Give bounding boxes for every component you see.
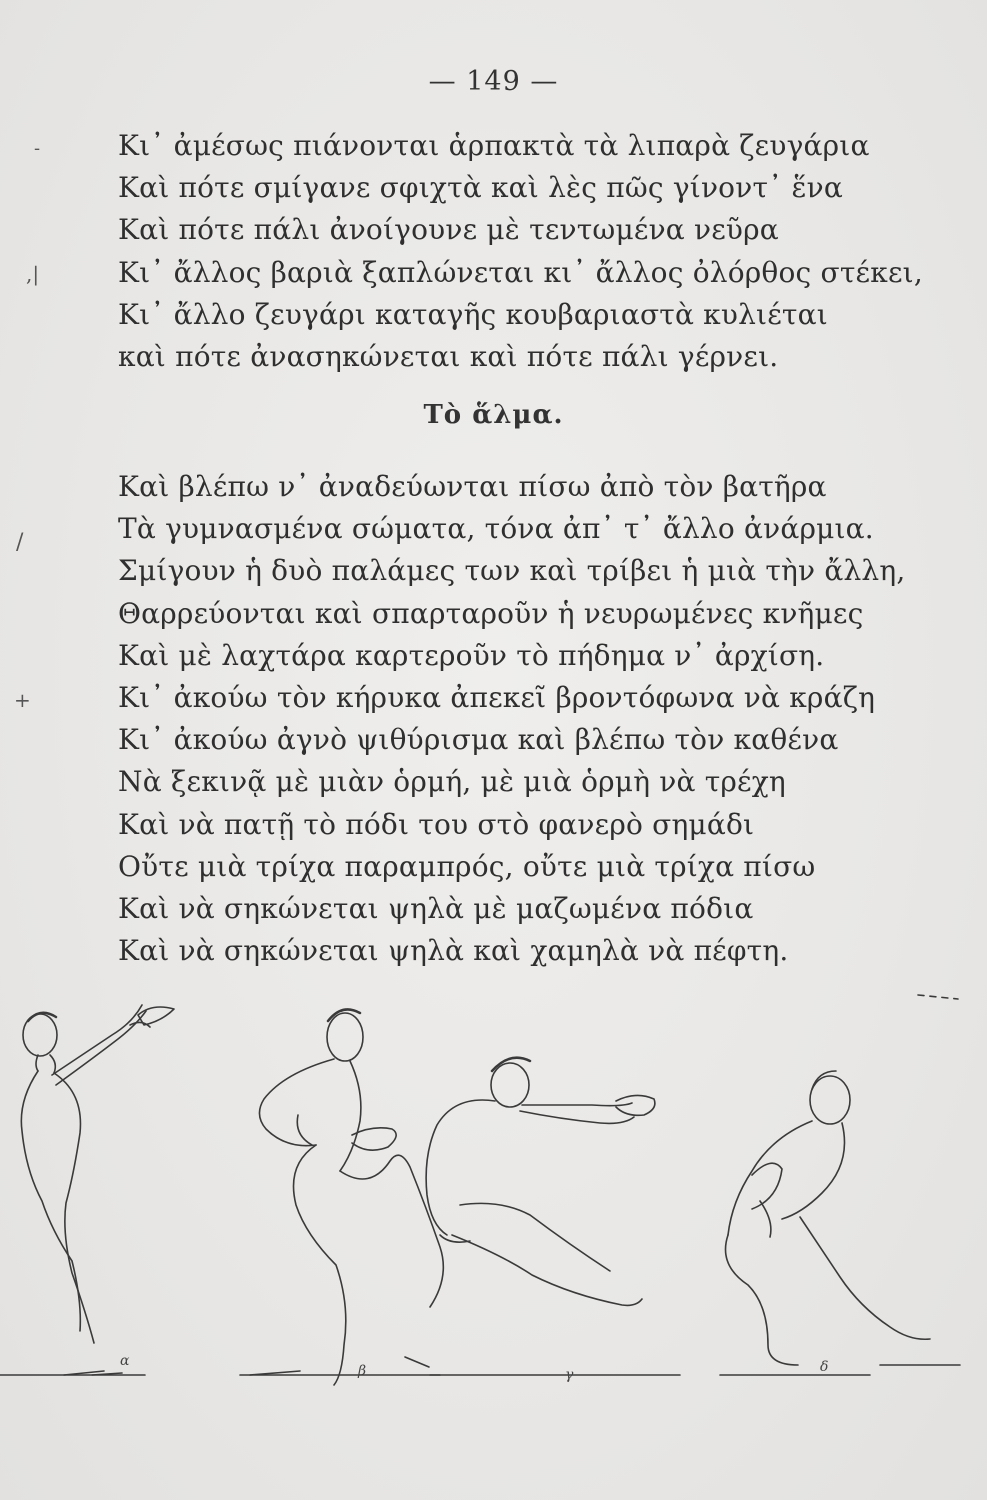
verse-line: Καὶ νὰ σηκώνεται ψηλὰ μὲ μαζωμένα πόδια — [118, 892, 754, 926]
verse-line: Τὰ γυμνασμένα σώματα, τόνα ἀπ᾽ τ᾽ ἄλλο ἀνάρμια. — [118, 512, 874, 546]
verse-line: Σμίγουν ἡ δυὸ παλάμες των καὶ τρίβει ἡ μιὰ τὴν ἄλλη, — [118, 554, 906, 588]
verse-line: Θαρρεύονται καὶ σπαρταροῦν ἡ νευρωμένες κνῆμες — [118, 596, 864, 630]
verse-line: Καὶ πότε πάλι ἀνοίγουνε μὲ τεντωμένα νεῦρα — [118, 213, 779, 247]
verse-line: Κι᾽ ἄλλος βαριὰ ξαπλώνεται κι᾽ ἄλλος ὀλόρθος στέκει, — [118, 255, 923, 289]
page-number: — 149 — — [428, 66, 559, 97]
figure-delta-jumper — [720, 995, 960, 1375]
margin-mark-slash: / — [16, 530, 24, 555]
margin-mark-cross: + — [14, 688, 31, 712]
section-title: Τὸ ἅλμα. — [423, 400, 564, 430]
verse-line: Καὶ μὲ λαχτάρα καρτεροῦν τὸ πήδημα ν᾽ ἀρχίση. — [118, 638, 825, 672]
margin-mark-dash: - — [34, 138, 41, 159]
verse-line: Καὶ πότε σμίγανε σφιχτὰ καὶ λὲς πῶς γίνοντ᾽ ἕνα — [118, 171, 843, 205]
verse-line: Οὔτε μιὰ τρίχα παραμπρός, οὔτε μιὰ τρίχα πίσω — [118, 849, 816, 883]
verse-line: Νὰ ξεκινᾷ μὲ μιὰν ὁρμή, μὲ μιὰ ὁρμὴ νὰ τρέχη — [118, 765, 786, 799]
verse-line: Κι᾽ ἀμέσως πιάνονται ἁρπακτὰ τὰ λιπαρὰ ζευγάρια — [118, 129, 870, 162]
verse-line: Καὶ νὰ πατῇ τὸ πόδι του στὸ φανερὸ σημάδι — [118, 807, 755, 841]
figure-beta-jumper — [240, 1009, 443, 1385]
verse-line: καὶ πότε ἀνασηκώνεται καὶ πότε πάλι γέρνει. — [118, 340, 779, 374]
stanza-wrestling — [118, 125, 923, 378]
figure-gamma-jumper — [426, 1058, 680, 1375]
verse-line: Κι᾽ ἀκούω τὸν κήρυκα ἀπεκεῖ βροντόφωνα νὰ κράζη — [118, 681, 876, 715]
figure-label-delta: δ — [820, 1359, 829, 1375]
verse-line: Κι᾽ ἀκούω ἀγνὸ ψιθύρισμα καὶ βλέπω τὸν καθένα — [118, 723, 839, 757]
jumpers-drawing — [0, 985, 987, 1405]
stanza-jump — [118, 466, 906, 972]
margin-mark-tick: ,| — [26, 262, 40, 286]
figure-alpha-jumper — [0, 1005, 174, 1375]
jumpers-illustration — [0, 985, 987, 1405]
figure-label-alpha: α — [120, 1353, 130, 1369]
verse-line: Καὶ νὰ σηκώνεται ψηλὰ καὶ χαμηλὰ νὰ πέφτη. — [118, 934, 789, 968]
figure-label-gamma: γ — [565, 1367, 574, 1383]
figure-label-beta: β — [358, 1363, 367, 1379]
verse-line: Καὶ βλέπω ν᾽ ἀναδεύωνται πίσω ἀπὸ τὸν βατῆρα — [118, 470, 827, 503]
verse-line: Κι᾽ ἄλλο ζευγάρι καταγῆς κουβαριαστὰ κυλιέται — [118, 297, 828, 331]
